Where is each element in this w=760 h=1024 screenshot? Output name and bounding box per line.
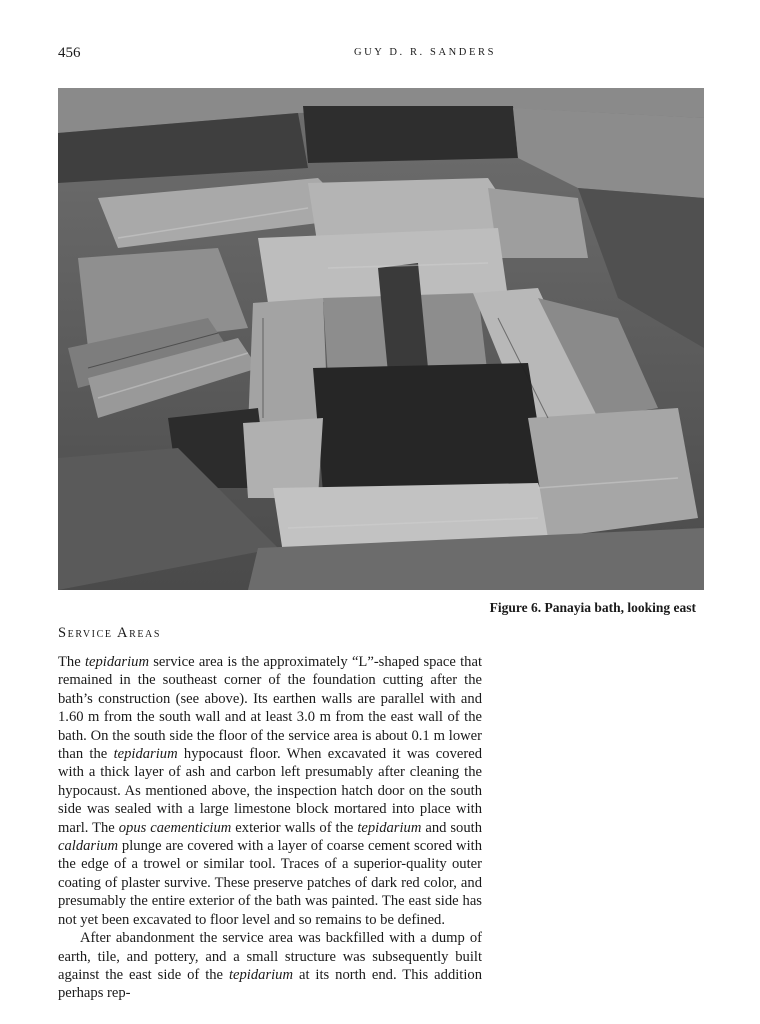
text-run: service area is the approximately “L”-shaped space that remained in the southeast corner of the foundation cutting after the bath’s construction (see above). Its earthen walls are parallel with and 1.60 m from the south wall and at least 3.0 m from the east wall of the bath. On the south side the floor of the service area is about 0.1 m lower than the <box>58 654 482 763</box>
page-number: 456 <box>58 45 81 61</box>
italic-term: tepidarium <box>113 746 178 763</box>
text-run: exterior walls of the <box>231 819 358 836</box>
paragraph <box>58 653 482 929</box>
italic-term: opus caementicium <box>118 819 232 836</box>
text-run: and south <box>421 819 482 836</box>
text-run: hypocaust floor. When excavated it was covered with a thick layer of ash and carbon left presumably after cleaning the hypocaust. As mentioned above, the inspection hatch door on the south side was sealed with a large limestone block mortared into place with marl. The <box>58 746 482 836</box>
text-run: After abandonment the service area was backfilled with a dump of earth, tile, and pottery, and a small structure was subsequently built against the east side of the <box>58 930 482 983</box>
figure-caption: Figure 6. Panayia bath, looking east <box>489 600 696 615</box>
running-head: GUY D. R. SANDERS <box>353 47 497 58</box>
body-text <box>58 653 482 1003</box>
italic-term: caldarium <box>58 838 118 855</box>
paragraph <box>58 929 482 1003</box>
section-heading: Service Areas <box>58 625 162 641</box>
figure-photo <box>58 88 704 590</box>
text-run: at its north end. This addition perhaps rep- <box>58 966 482 1002</box>
italic-term: tepidarium <box>357 819 422 836</box>
text-run: The <box>58 654 85 670</box>
panayia-bath-excavation-photo <box>58 88 704 590</box>
italic-term: tepidarium <box>84 654 149 670</box>
italic-term: tepidarium <box>228 966 294 983</box>
text-run: plunge are covered with a layer of coarse cement scored with the edge of a trowel or similar tool. Traces of a superior-quality outer coating of plaster survive. These preserve patches of dark red color, and presumably the entire exterior of the bath was painted. The east side has not yet been excavated to floor level and so remains to be defined. <box>58 838 482 928</box>
